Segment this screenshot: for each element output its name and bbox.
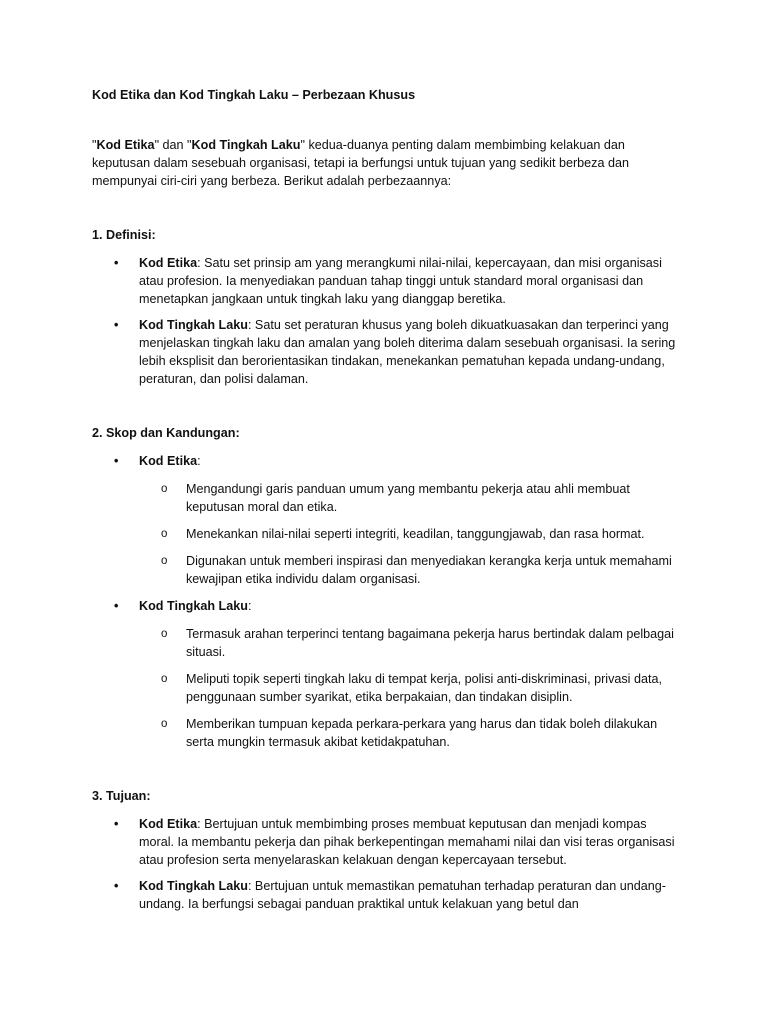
section-skop-kandungan [92, 424, 676, 751]
intro-term-kod-etika: Kod Etika [96, 138, 155, 152]
item-term: Kod Tingkah Laku [139, 599, 248, 613]
sub-list-item: o Memberikan tumpuan kepada perkara-perkara yang harus dan tidak boleh dilakukan serta mungkin termasuk akibat ketidakpatuhan. [139, 715, 676, 751]
sub-list-item: o Digunakan untuk memberi inspirasi dan menyediakan kerangka kerja untuk memahami kewajipan etika individu dalam organisasi. [139, 552, 676, 588]
intro-paragraph [92, 136, 676, 190]
sub-list [139, 625, 676, 751]
list-item [92, 877, 676, 913]
section-heading: 1. Definisi: [92, 228, 156, 242]
sub-list [139, 480, 676, 588]
bullet-list [92, 452, 676, 751]
item-term: Kod Tingkah Laku [139, 318, 248, 332]
sub-list-item: o Menekankan nilai-nilai seperti integriti, keadilan, tanggungjawab, dan rasa hormat. [139, 525, 676, 543]
item-text: : Satu set peraturan khusus yang boleh dikuatkuasakan dan terperinci yang menjelaskan tingkah laku dan amalan yang boleh diterima dalam sesebuah organisasi. Ia sering lebih eksplisit dan berorientasikan tindakan, menekankan pematuhan kepada undang-undang, peraturan, dan polisi dalaman. [139, 318, 676, 386]
intro-connector: " dan " [154, 138, 192, 152]
item-text: : [197, 454, 201, 468]
list-item [92, 254, 676, 308]
section-heading: 2. Skop dan Kandungan: [92, 426, 240, 440]
item-term: Kod Etika [139, 817, 198, 831]
bullet-list [92, 254, 676, 388]
bullet-list [92, 815, 676, 913]
list-item [92, 452, 676, 588]
item-text: : [247, 599, 252, 613]
intro-body: " kedua-duanya penting dalam membimbing kelakuan dan keputusan dalam sesebuah organisasi, tetapi ia berfungsi untuk tujuan yang sedikit berbeza dan mempunyai ciri-ciri yang berbeza. Berikut adalah perbezaannya: [92, 138, 629, 188]
item-term: Kod Etika [139, 454, 198, 468]
section-tujuan [92, 787, 676, 913]
list-item [92, 597, 676, 751]
item-term: Kod Etika [139, 256, 198, 270]
sub-list-item: o Mengandungi garis panduan umum yang membantu pekerja atau ahli membuat keputusan moral dan etika. [139, 480, 676, 516]
item-text: : Satu set prinsip am yang merangkumi nilai-nilai, kepercayaan, dan misi organisasi atau profesion. Ia menyediakan panduan tahap tinggi untuk standard moral organisasi dan menetapkan jangkaan untuk tingkah laku yang dianggap beretika. [139, 256, 662, 306]
intro-term-kod-tingkah-laku: Kod Tingkah Laku [191, 138, 301, 152]
sub-list-item: o Meliputi topik seperti tingkah laku di tempat kerja, polisi anti-diskriminasi, privasi data, penggunaan sumber syarikat, etika berpakaian, dan tindakan disiplin. [139, 670, 676, 706]
intro-quote: " [92, 138, 97, 152]
section-definisi [92, 226, 676, 388]
sub-list-item: o Termasuk arahan terperinci tentang bagaimana pekerja harus bertindak dalam pelbagai situasi. [139, 625, 676, 661]
item-text: : Bertujuan untuk membimbing proses membuat keputusan dan menjadi kompas moral. Ia membantu pekerja dan pihak berkepentingan memahami nilai dan visi teras organisasi atau profesion serta menyelaraskan kelakuan dengan kepercayaan tersebut. [139, 817, 675, 867]
list-item [92, 815, 676, 869]
document-title: Kod Etika dan Kod Tingkah Laku – Perbezaan Khusus [92, 88, 416, 102]
item-term: Kod Tingkah Laku [139, 879, 248, 893]
section-heading: 3. Tujuan: [92, 789, 151, 803]
item-text: : Bertujuan untuk memastikan pematuhan terhadap peraturan dan undang-undang. Ia berfungsi sebagai panduan praktikal untuk kelakuan yang betul dan [139, 879, 666, 911]
list-item [92, 316, 676, 388]
